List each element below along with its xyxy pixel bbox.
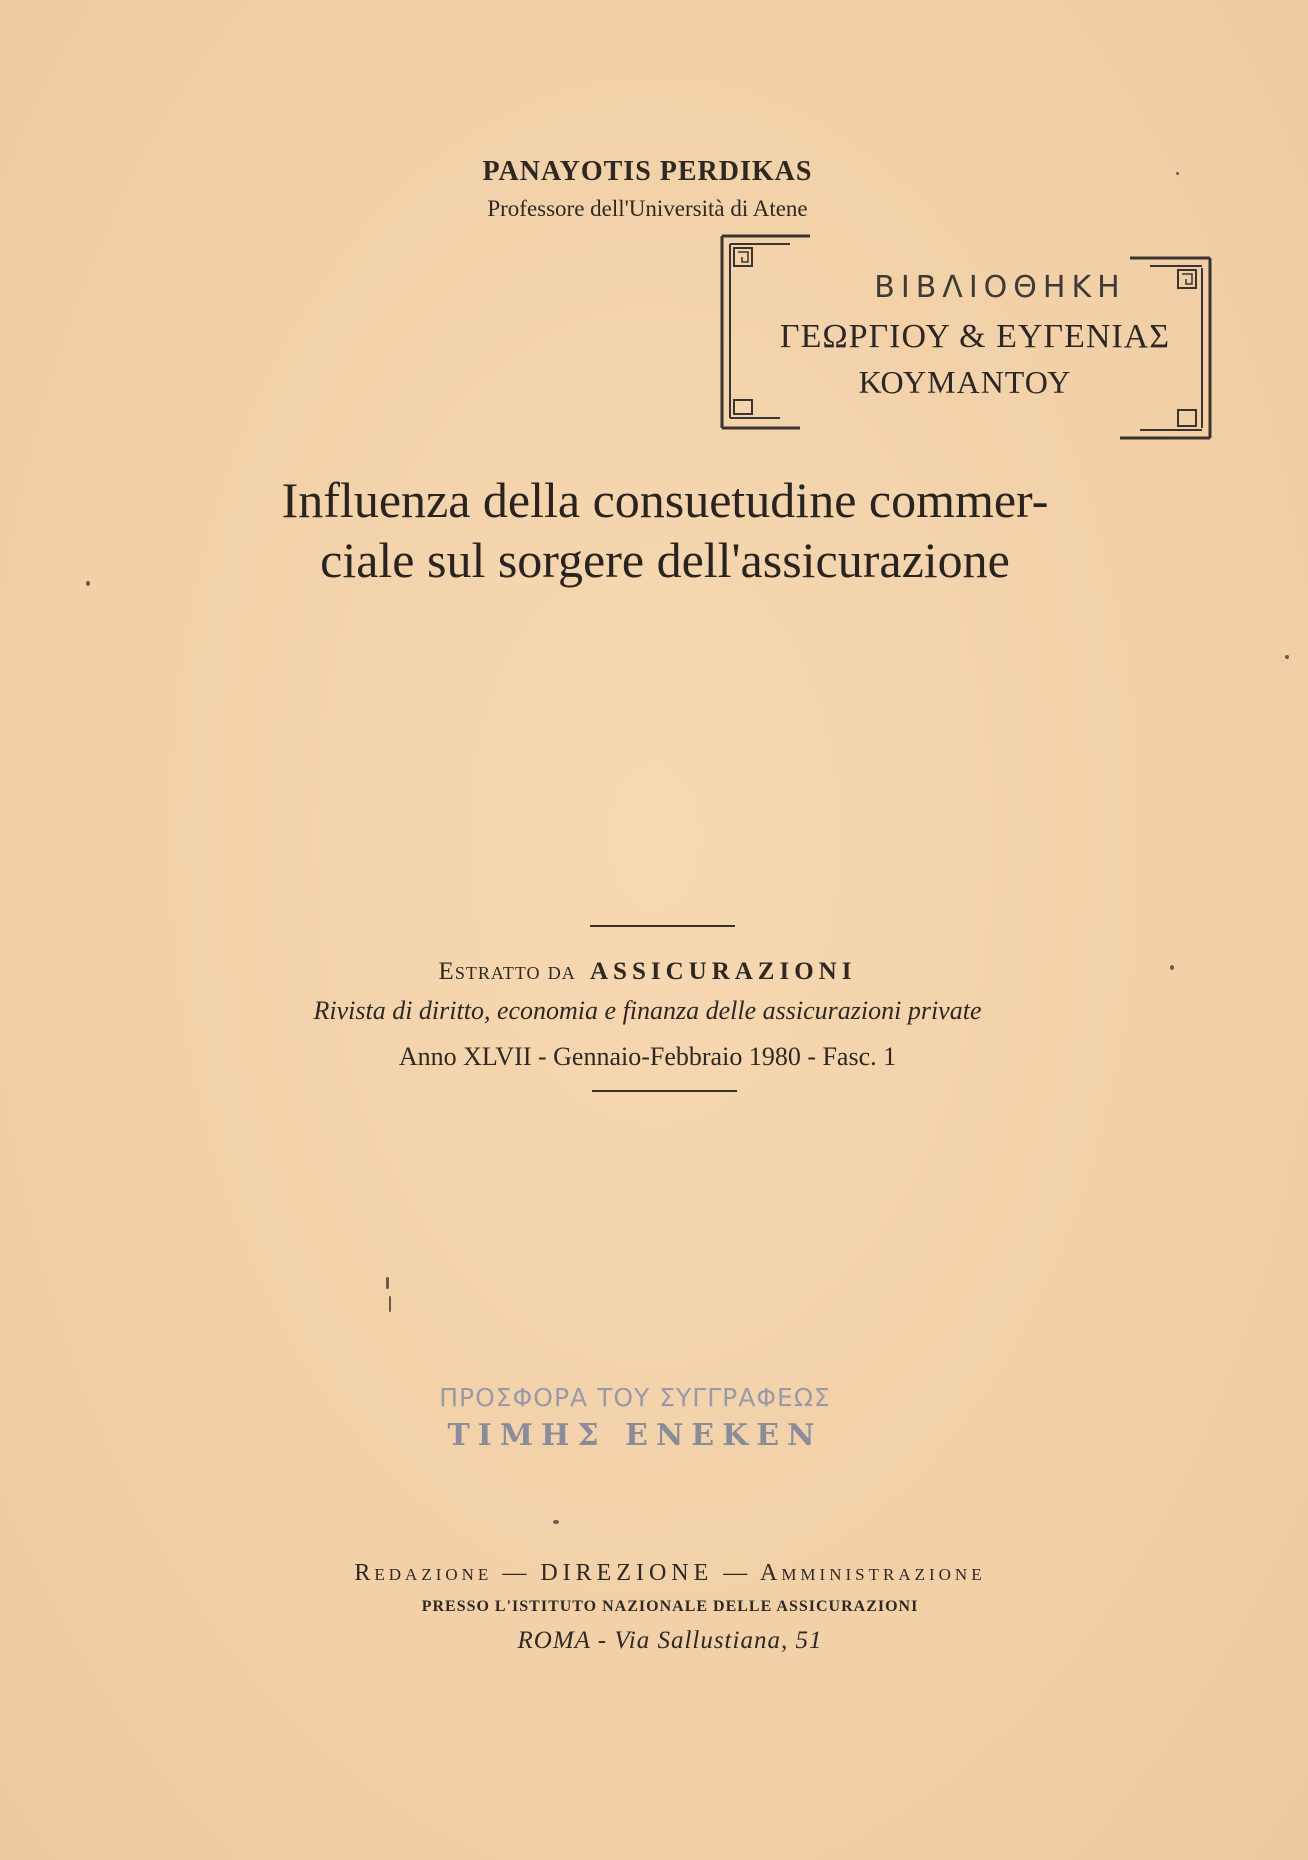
stamp-owner-surname: ΚΟΥΜΑΝΤΟΥ: [858, 364, 1072, 400]
publisher-redazione: Redazione: [354, 1560, 493, 1586]
paper-speck: [553, 1520, 559, 1524]
paper-speck: [86, 581, 90, 586]
stamp-library-label: ΒΙΒΛΙΟΘΗΚΗ: [874, 270, 1126, 305]
document-title: [200, 470, 1130, 590]
author-gift-stamp-line-2: ΤΙΜΗΣ ΕΝΕΚΕΝ: [447, 1418, 823, 1453]
author-affiliation: Professore dell'Università di Atene: [487, 196, 808, 221]
publisher-address: ROMA - Via Sallustiana, 51: [517, 1627, 823, 1654]
publisher-institute: PRESSO L'ISTITUTO NAZIONALE DELLE ASSICURAZIONI: [421, 1598, 919, 1615]
publisher-amministrazione: Amministrazione: [759, 1560, 986, 1586]
top-rule: [590, 925, 735, 927]
extract-line: [0, 958, 1295, 986]
publisher-direzione: DIREZIONE: [540, 1560, 714, 1586]
paper-speck: [389, 1296, 391, 1312]
journal-name: ASSICURAZIONI: [590, 958, 857, 985]
title-line-1: Influenza della consuetudine commer-: [281, 472, 1049, 528]
stamp-owner-names: ΓΕΩΡΓΙΟΥ & ΕΥΓΕΝΙΑΣ: [779, 318, 1171, 355]
bottom-rule: [592, 1090, 737, 1092]
author-gift-stamp-line-1: ΠΡΟΣΦΟΡΑ ΤΟΥ ΣΥΓΓΡΑΦΕΩΣ: [439, 1383, 831, 1412]
publisher-line: [0, 1560, 1308, 1587]
title-line-2: ciale sul sorgere dell'assicurazione: [320, 532, 1010, 588]
publisher-separator: —: [502, 1560, 531, 1586]
publisher-separator: —: [723, 1560, 752, 1586]
extract-prefix: Estratto da: [438, 958, 576, 985]
paper-speck: [386, 1277, 389, 1289]
issue-info: Anno XLVII - Gennaio-Febbraio 1980 - Fasc. 1: [398, 1042, 897, 1071]
library-stamp: [710, 228, 1220, 446]
paper-speck: [1285, 655, 1289, 659]
journal-subtitle: Rivista di diritto, economia e finanza delle assicurazioni private: [313, 996, 982, 1025]
author-name: PANAYOTIS PERDIKAS: [482, 156, 813, 187]
